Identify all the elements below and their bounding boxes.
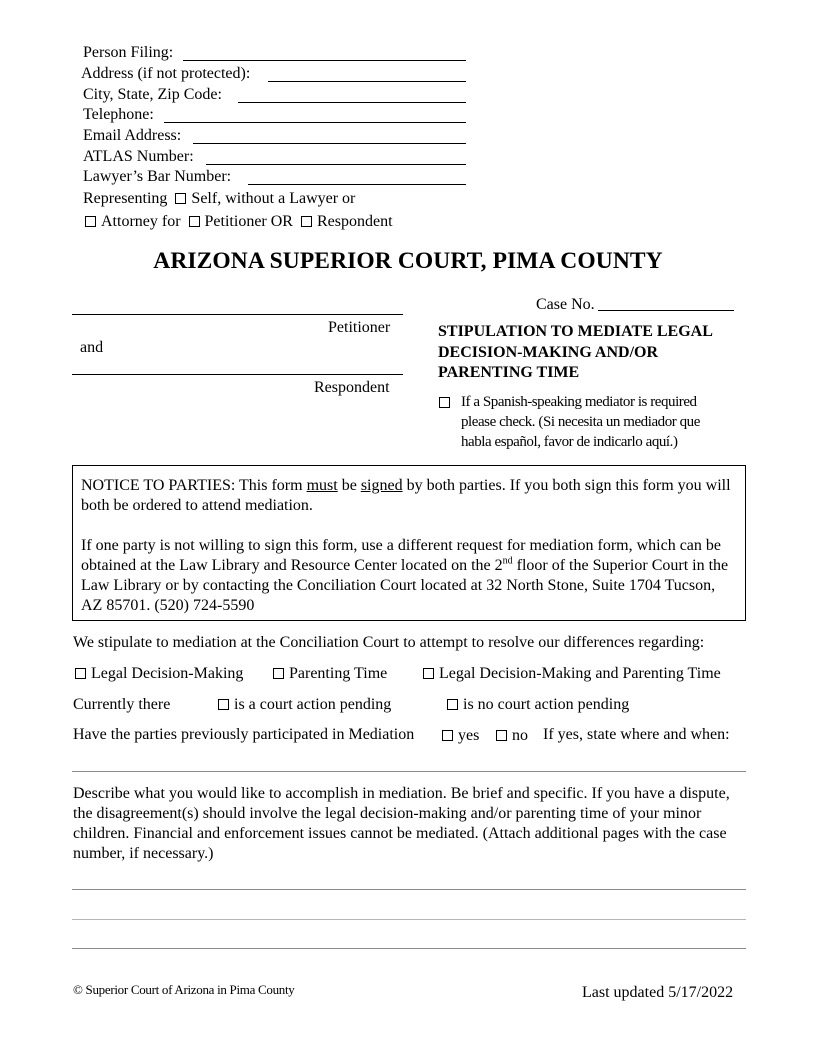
notice-p2-start: If one party is not willing to sign this form, use a different request for mediation form, which can be obtained at the Law Library and Resource Center located on the 2: [81, 537, 721, 574]
if-yes-label: If yes, state where and when:: [543, 726, 730, 743]
atlas-line[interactable]: [206, 164, 466, 165]
respondent-option-label: Respondent: [316, 213, 393, 230]
footer-copyright: © Superior Court of Arizona in Pima County: [73, 982, 295, 997]
city-state-zip-line[interactable]: [238, 102, 466, 103]
attorney-checkbox[interactable]: [85, 216, 96, 227]
representing-label: Representing: [83, 190, 168, 207]
attorney-row: [84, 212, 393, 231]
notice-p2-end: floor of the Superior Court in the Law Library or by contacting the Conciliation Court located at 32 North Stone, Suite 1704 Tucson, AZ 85701. (520) 724-5590: [81, 557, 729, 614]
court-title: ARIZONA SUPERIOR COURT, PIMA COUNTY: [153, 248, 663, 274]
petitioner-option-label: Petitioner OR: [204, 213, 293, 230]
notice-must: must: [306, 477, 338, 494]
email-line[interactable]: [193, 143, 466, 144]
city-state-zip-label: City, State, Zip Code:: [83, 86, 222, 103]
spanish-option-line3: habla español, favor de indicarlo aquí.): [461, 434, 678, 450]
pending-option: [217, 695, 391, 714]
bar-number-line[interactable]: [248, 184, 466, 185]
both-label: Legal Decision-Making and Parenting Time: [439, 665, 721, 682]
currently-label: Currently there: [73, 696, 171, 713]
parenting-time-label: Parenting Time: [289, 665, 388, 682]
no-option: [495, 726, 528, 745]
both-option: [422, 664, 721, 683]
respondent-name-line[interactable]: [72, 374, 403, 375]
person-filing-line[interactable]: [183, 60, 466, 61]
yes-option: [441, 726, 479, 745]
notice-signed: signed: [360, 477, 403, 494]
pending-label: is a court action pending: [234, 696, 392, 713]
respondent-label: Respondent: [314, 379, 390, 396]
legal-option: [74, 664, 243, 683]
describe-answer-line-3[interactable]: [72, 948, 746, 949]
describe-text: Describe what you would like to accomplish in mediation. Be brief and specific. If you have a dispute, the disagreement(s) should involve the legal decision-making and/or parenting time of your minor children. Financial and enforcement issues cannot be mediated. (Attach additional pages with the case number, if necessary.): [73, 785, 730, 862]
yes-checkbox[interactable]: [442, 730, 453, 741]
legal-decision-label: Legal Decision-Making: [91, 665, 244, 682]
notice-box: [72, 465, 746, 621]
form-title: STIPULATION TO MEDIATE LEGAL DECISION-MAKING AND/OR PARENTING TIME: [438, 323, 712, 381]
stipulate-text: We stipulate to mediation at the Conciliation Court to attempt to resolve our differences regarding:: [73, 634, 705, 651]
respondent-checkbox[interactable]: [301, 216, 312, 227]
notice-be: be: [337, 477, 361, 494]
not-pending-label: is no court action pending: [463, 696, 630, 713]
case-number-label: Case No.: [536, 296, 595, 313]
describe-answer-line-1[interactable]: [72, 889, 746, 890]
and-label: and: [80, 339, 104, 356]
both-checkbox[interactable]: [423, 668, 434, 679]
notice-p1-start: NOTICE TO PARTIES: This form: [81, 477, 307, 494]
telephone-line[interactable]: [164, 122, 466, 123]
parenting-option: [272, 664, 387, 683]
bar-number-label: Lawyer’s Bar Number:: [83, 168, 232, 185]
petitioner-label: Petitioner: [328, 319, 391, 336]
self-option-label: Self, without a Lawyer or: [191, 190, 356, 207]
spanish-option-line1: If a Spanish-speaking mediator is required: [461, 394, 697, 410]
describe-answer-line-2[interactable]: [72, 919, 746, 920]
notice-p1-end: by both parties. If you both sign this form you will both be ordered to attend mediation.: [81, 477, 731, 514]
petitioner-name-line[interactable]: [72, 314, 403, 315]
legal-decision-checkbox[interactable]: [75, 668, 86, 679]
atlas-label: ATLAS Number:: [83, 148, 194, 165]
telephone-label: Telephone:: [83, 106, 154, 123]
footer-last-updated: Last updated 5/17/2022: [582, 984, 734, 1001]
person-filing-label: Person Filing:: [83, 44, 174, 61]
petitioner-checkbox[interactable]: [189, 216, 200, 227]
parenting-time-checkbox[interactable]: [273, 668, 284, 679]
address-label: Address (if not protected):: [81, 65, 251, 82]
previous-mediation-answer-line[interactable]: [72, 771, 746, 772]
attorney-for-label: Attorney for: [101, 213, 181, 230]
previous-question: Have the parties previously participated in Mediation: [73, 726, 415, 743]
case-number-line[interactable]: [598, 310, 734, 311]
no-label: no: [512, 727, 528, 744]
no-checkbox[interactable]: [496, 730, 507, 741]
notice-paragraph-2: [81, 536, 737, 616]
spanish-mediator-checkbox[interactable]: [439, 397, 450, 408]
notice-p2-sup: nd: [502, 555, 513, 567]
self-checkbox[interactable]: [175, 193, 186, 204]
notice-paragraph-1: [81, 476, 737, 516]
spanish-option-line2: please check. (Si necesita un mediador que: [461, 414, 700, 430]
email-label: Email Address:: [83, 127, 182, 144]
yes-label: yes: [458, 727, 480, 744]
address-line[interactable]: [268, 81, 466, 82]
not-pending-checkbox[interactable]: [447, 699, 458, 710]
not-pending-option: [446, 695, 629, 714]
representing-row: [83, 189, 355, 208]
pending-checkbox[interactable]: [218, 699, 229, 710]
